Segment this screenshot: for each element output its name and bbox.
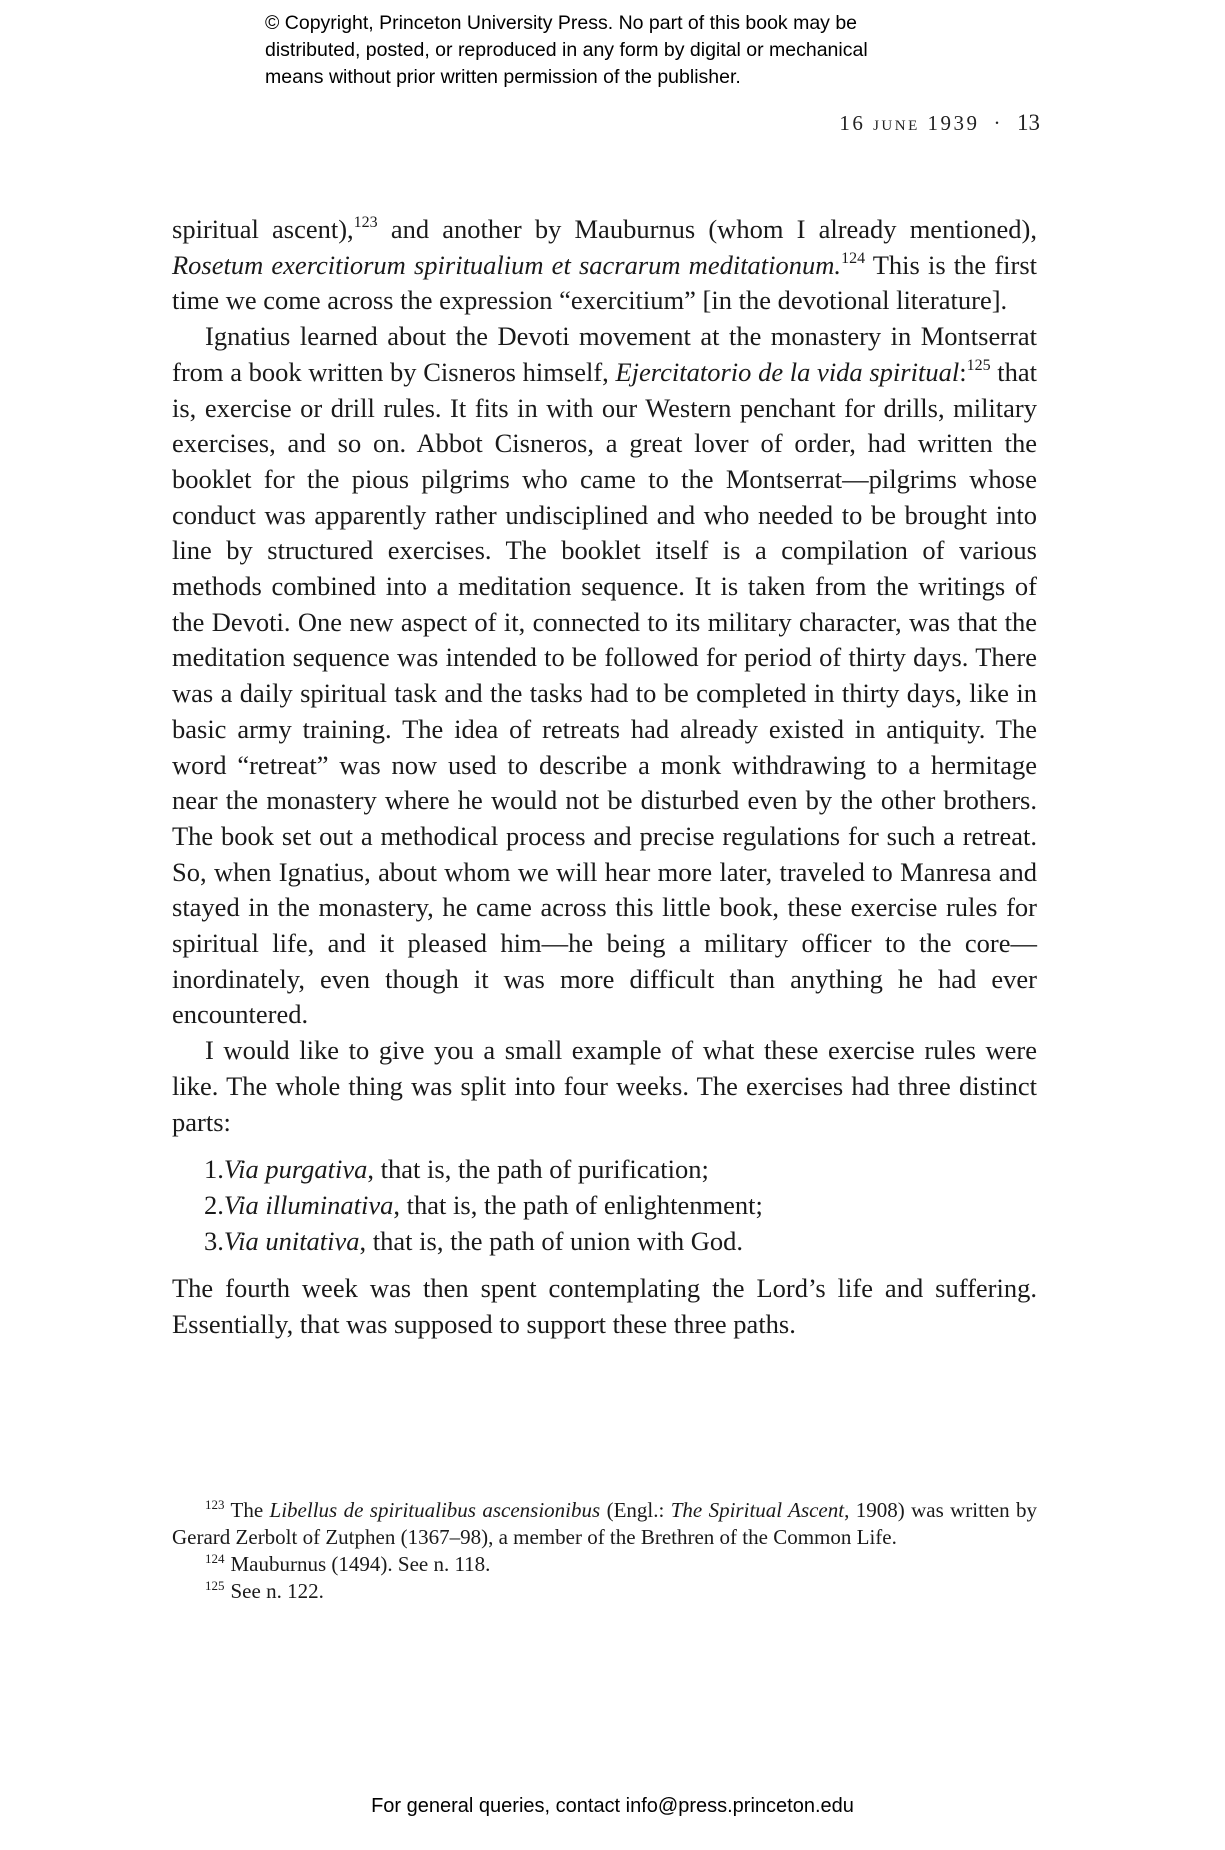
- text-run: , 1908) was written by Gerard Zerbolt of Zutphen (1367–98), a member of the Brethren of the Common Life.: [172, 1498, 1038, 1549]
- paragraph: [172, 212, 1037, 319]
- running-head-separator: ·: [993, 111, 1003, 135]
- text-run: The: [230, 1498, 270, 1522]
- list-term: Via illuminativa: [223, 1189, 394, 1220]
- book-title: Libellus de spiritualibus ascensionibus: [269, 1498, 601, 1522]
- footnote-number: 123: [205, 1497, 225, 1512]
- paragraph: I would like to give you a small example of what these exercise rules were like. The whole thing was split into four weeks. The exercises had three distinct parts:: [172, 1035, 1037, 1137]
- book-title: Rosetum exercitiorum spiritualium et sacrarum meditationum.: [172, 249, 842, 280]
- text-run: Mauburnus (1494). See n. 118.: [230, 1552, 491, 1576]
- text-run: and another by Mauburnus (whom I already mentioned),: [377, 214, 1037, 244]
- list-number: 1.: [204, 1154, 224, 1185]
- footnote-number: 124: [205, 1551, 225, 1566]
- copyright-line: © Copyright, Princeton University Press. No part of this book may be: [265, 12, 858, 34]
- main-text: [172, 212, 1037, 1343]
- text-run: See n. 122.: [230, 1579, 324, 1603]
- paragraph: The fourth week was then spent contemplating the Lord’s life and suffering. Essentially, that was supposed to support these three paths.: [172, 1273, 1037, 1340]
- text-run: This is the first time we come across the expression “exercitium” [in the devotional literature].: [172, 249, 1038, 316]
- contact-footer: For general queries, contact info@press.princeton.edu: [371, 1795, 854, 1817]
- footnote-123: [172, 1497, 1037, 1551]
- list-term: Via purgativa: [223, 1154, 368, 1185]
- page-number: 13: [1017, 110, 1040, 135]
- footnote-ref-124[interactable]: 124: [841, 249, 866, 267]
- list-text: , that is, the path of purification;: [367, 1154, 709, 1185]
- footnote-number: 125: [205, 1578, 225, 1593]
- footnote-ref-125[interactable]: 125: [966, 356, 991, 374]
- copyright-notice: [265, 10, 985, 91]
- numbered-list: [204, 1152, 1037, 1259]
- list-item: [204, 1152, 1037, 1188]
- list-item: [204, 1224, 1037, 1260]
- list-item: [204, 1188, 1037, 1224]
- text-run: Ignatius learned about the Devoti movement at the monastery in Montserrat from a book written by Cisneros himself,: [172, 321, 1037, 387]
- book-title: Ejercitatorio de la vida spiritual: [615, 356, 960, 387]
- list-term: Via unitativa: [223, 1225, 360, 1256]
- running-head: [839, 110, 1040, 136]
- list-text: , that is, the path of union with God.: [359, 1225, 744, 1256]
- text-run: that is, exercise or drill rules. It fits in with our Western penchant for drills, military exercises, and so on. Abbot Cisneros, a great lover of order, had written the booklet for the pious pilgrims who came to the Montserrat—pilgrims whose conduct was apparently rather undisciplined and who needed to be brought into line by structured exercises. The booklet itself is a compilation of various methods combined into a meditation sequence. It is taken from the writings of the Devoti. One new aspect of it, connected to its military character, was that the meditation sequence was intended to be followed for period of thirty days. There was a daily spiritual task and the tasks had to be completed in thirty days, like in basic army training. The idea of retreats had already existed in antiquity. The word “retreat” was now used to describe a monk withdrawing to a hermitage near the monastery where he would not be disturbed even by the other brothers. The book set out a methodical process and precise regulations for such a retreat. So, when Ignatius, about whom we will hear more later, traveled to Manresa and stayed in the monastery, he came across this little book, these exercise rules for spiritual life, and it pleased him—he being a military officer to the core—inordinately, even though it was more difficult than anything he had ever encountered.: [172, 356, 1037, 1030]
- copyright-line: distributed, posted, or reproduced in any form by digital or mechanical: [265, 39, 868, 61]
- list-number: 2.: [204, 1189, 224, 1220]
- copyright-line: means without prior written permission of the publisher.: [265, 66, 741, 88]
- list-number: 3.: [204, 1225, 224, 1256]
- book-title: The Spiritual Ascent: [670, 1498, 845, 1522]
- text-run: :: [959, 356, 967, 387]
- footnotes: [172, 1497, 1037, 1605]
- footnote-125: [172, 1578, 1037, 1605]
- running-head-date: 16 june 1939: [839, 111, 980, 135]
- list-text: , that is, the path of enlightenment;: [393, 1189, 763, 1220]
- text-run: spiritual ascent),: [172, 214, 354, 244]
- footnote-ref-123[interactable]: 123: [353, 214, 378, 231]
- paragraph: [172, 319, 1037, 1033]
- text-run: (Engl.:: [600, 1498, 671, 1522]
- footnote-124: [172, 1551, 1037, 1578]
